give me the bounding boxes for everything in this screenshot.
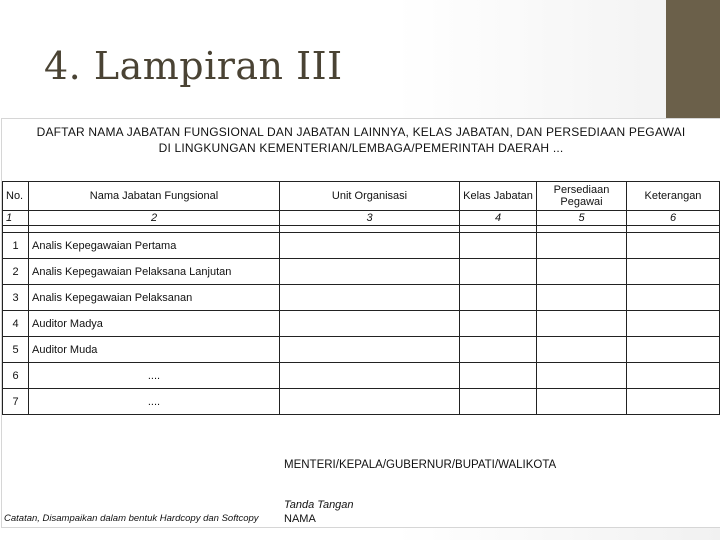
document-note: Catatan, Disampaikan dalam bentuk Hardcopy dan Softcopy	[4, 513, 259, 524]
table-row	[3, 233, 720, 259]
row-number: 4	[3, 311, 29, 337]
header-name: Nama Jabatan Fungsional	[29, 182, 280, 211]
row-number: 3	[3, 285, 29, 311]
header-unit: Unit Organisasi	[280, 182, 460, 211]
position-name: ....	[29, 389, 280, 415]
column-number: 2	[29, 211, 280, 226]
table-row	[3, 363, 720, 389]
signatory-title: MENTERI/KEPALA/GUBERNUR/BUPATI/WALIKOTA	[284, 459, 557, 471]
column-number: 5	[537, 211, 627, 226]
position-name: Auditor Madya	[29, 311, 280, 337]
row-number: 1	[3, 233, 29, 259]
position-name: ....	[29, 363, 280, 389]
table-row	[3, 311, 720, 337]
position-name: Analis Kepegawaian Pelaksana Lanjutan	[29, 259, 280, 285]
table-header-row	[3, 182, 720, 211]
slide-title: 4. Lampiran III	[44, 44, 343, 88]
position-name: Analis Kepegawaian Pertama	[29, 233, 280, 259]
column-number: 1	[3, 211, 29, 226]
table-row	[3, 285, 720, 311]
column-number: 6	[627, 211, 720, 226]
table-row	[3, 337, 720, 363]
accent-bar	[666, 0, 720, 118]
table-row	[3, 259, 720, 285]
header-remarks: Keterangan	[627, 182, 720, 211]
column-number-row	[3, 211, 720, 226]
header-class: Kelas Jabatan	[460, 182, 537, 211]
row-number: 5	[3, 337, 29, 363]
header-no: No.	[3, 182, 29, 211]
position-name: Analis Kepegawaian Pelaksanan	[29, 285, 280, 311]
position-table	[2, 181, 720, 415]
spacer-row	[3, 226, 720, 233]
document-heading-line2: DI LINGKUNGAN KEMENTERIAN/LEMBAGA/PEMERINTAH DAERAH ...	[158, 141, 564, 155]
column-number: 4	[460, 211, 537, 226]
table-row	[3, 389, 720, 415]
row-number: 6	[3, 363, 29, 389]
document-heading-line1: DAFTAR NAMA JABATAN FUNGSIONAL DAN JABATAN LAINNYA, KELAS JABATAN, DAN PERSEDIAAN PEGAWAI	[36, 125, 686, 139]
column-number: 3	[280, 211, 460, 226]
document-image	[1, 118, 720, 528]
row-number: 2	[3, 259, 29, 285]
position-name: Auditor Muda	[29, 337, 280, 363]
header-supply: Persediaan Pegawai	[537, 182, 627, 211]
name-label: NAMA	[284, 513, 316, 525]
signature-label: Tanda Tangan	[284, 499, 354, 511]
row-number: 7	[3, 389, 29, 415]
